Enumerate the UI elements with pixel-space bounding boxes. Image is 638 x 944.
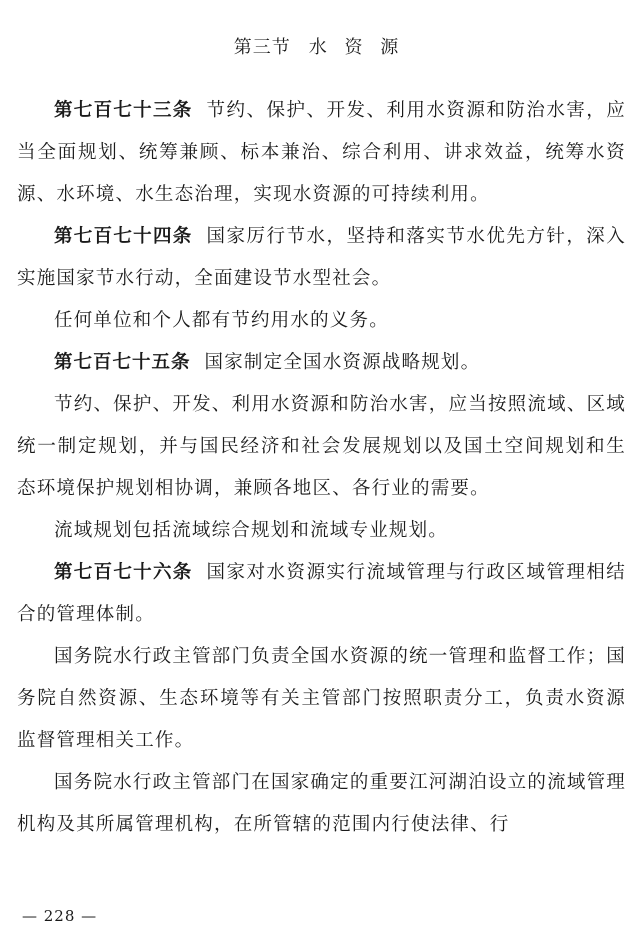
paragraph-text: 国务院水行政主管部门负责全国水资源的统一管理和监督工作；国务院自然资源、生态环境等有关主管部门按照职责分工，负责水资源监督管理相关工作。 xyxy=(17,646,626,751)
paragraph xyxy=(17,552,626,636)
section-title xyxy=(0,33,638,59)
paragraph-text: 国家厉行节水，坚持和落实节水优先方针，深入实施国家节水行动，全面建设节水型社会。 xyxy=(17,226,626,289)
article-number: 第七百七十六条 xyxy=(54,562,193,583)
paragraph xyxy=(17,510,626,552)
paragraph xyxy=(17,90,626,216)
paragraph xyxy=(17,342,626,384)
article-number: 第七百七十五条 xyxy=(54,352,191,373)
paragraph-text: 流域规划包括流域综合规划和流域专业规划。 xyxy=(54,520,449,541)
paragraph xyxy=(17,762,626,846)
paragraph-text: 任何单位和个人都有节约用水的义务。 xyxy=(54,310,389,331)
article-number: 第七百七十三条 xyxy=(54,100,193,121)
paragraph-text: 国家制定全国水资源战略规划。 xyxy=(204,352,481,373)
paragraph-text: 国家对水资源实行流域管理与行政区域管理相结合的管理体制。 xyxy=(17,562,626,625)
paragraph-text: 节约、保护、开发、利用水资源和防治水害，应当按照流域、区域统一制定规划，并与国民经济和社会发展规划以及国土空间规划和生态环境保护规划相协调，兼顾各地区、各行业的需要。 xyxy=(17,394,626,499)
page-number: — 228 — xyxy=(22,907,98,925)
paragraph-text: 节约、保护、开发、利用水资源和防治水害，应当全面规划、统筹兼顾、标本兼治、综合利用、讲求效益，统筹水资源、水环境、水生态治理，实现水资源的可持续利用。 xyxy=(17,100,626,205)
paragraph xyxy=(17,216,626,300)
paragraph xyxy=(17,384,626,510)
section-name: 水 资 源 xyxy=(308,37,405,58)
body-text xyxy=(17,90,626,846)
article-number: 第七百七十四条 xyxy=(54,226,193,247)
paragraph xyxy=(17,300,626,342)
paragraph xyxy=(17,636,626,762)
section-number: 第三节 xyxy=(233,37,291,58)
paragraph-text: 国务院水行政主管部门在国家确定的重要江河湖泊设立的流域管理机构及其所属管理机构，在所管辖的范围内行使法律、行 xyxy=(17,772,626,835)
